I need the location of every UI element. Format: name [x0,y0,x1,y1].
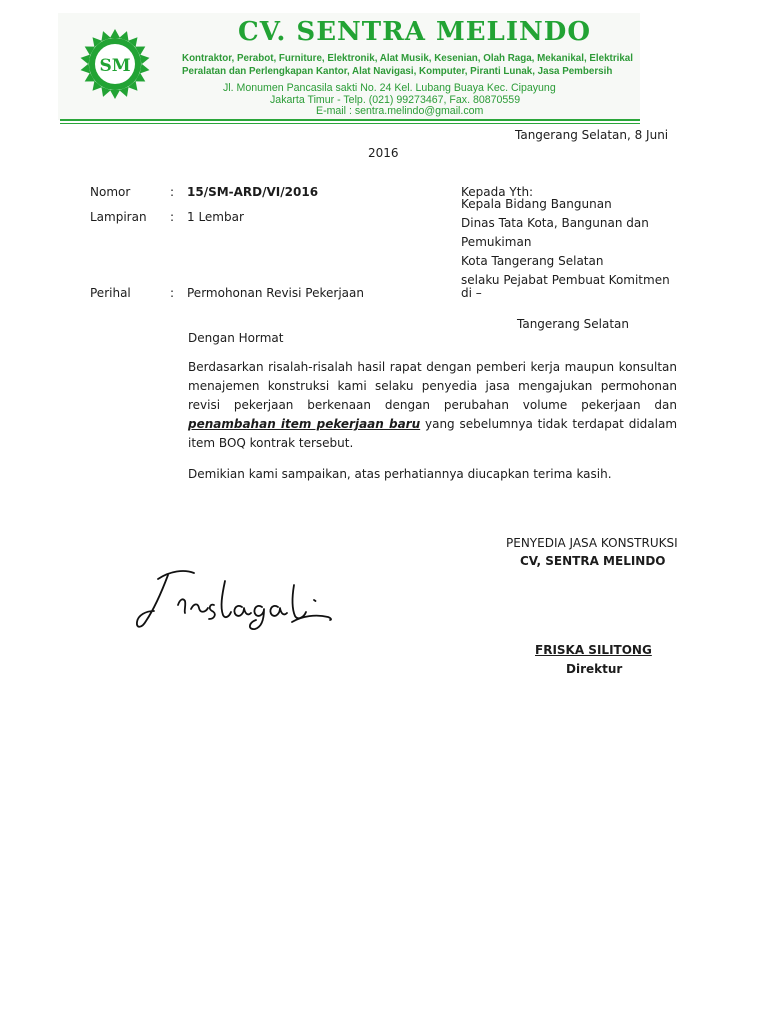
nomor-value: 15/SM-ARD/VI/2016 [187,185,319,199]
letterhead-rule-thin [60,123,640,124]
signature-image [128,565,338,637]
letterhead-rule [60,119,640,121]
date-line-2: 2016 [368,146,399,160]
nomor-colon: : [170,185,175,199]
provider-label: PENYEDIA JASA KONSTRUKSI [506,536,678,550]
body-paragraph-2: Demikian kami sampaikan, atas perhatiannya diucapkan terima kasih. [188,467,612,481]
address-line-1: Jl. Monumen Pancasila sakti No. 24 Kel. Lubang Buaya Kec. Cipayung [223,82,556,94]
logo-text: SM [99,56,131,76]
business-line-2: Peralatan dan Perlengkapan Kantor, Alat Navigasi, Komputer, Piranti Lunak, Jasa Pembersih [182,66,613,77]
body-paragraph-1 [188,358,677,453]
recipient-line-6: di – [461,286,482,300]
date-line-1: Tangerang Selatan, 8 Juni [515,128,669,142]
business-line-1: Kontraktor, Perabot, Furniture, Elektronik, Alat Musik, Kesenian, Olah Raga, Mekanikal, Elektrikal [182,53,633,64]
paragraph-1-emphasis: penambahan item pekerjaan baru [188,417,421,431]
company-name: CV. SENTRA MELINDO [238,17,591,47]
perihal-label: Perihal [90,286,131,300]
recipient-line-1: Kepala Bidang Bangunan [461,197,612,211]
recipient-salutation: Kepada Yth: [461,185,534,199]
lampiran-value: 1 Lembar [187,210,244,224]
address-line-2: Jakarta Timur - Telp. (021) 99273467, Fax. 80870559 [270,94,521,106]
perihal-value: Permohonan Revisi Pekerjaan [187,286,364,300]
signer-name: FRISKA SILITONG [535,643,652,657]
nomor-label: Nomor [90,185,131,199]
lampiran-label: Lampiran [90,210,147,224]
paragraph-1-text-end: yang sebelumnya tidak terdapat didalam item BOQ kontrak tersebut. [188,417,678,450]
company-logo-icon [78,28,152,100]
recipient-line-5: selaku Pejabat Pembuat Komitmen [461,273,670,287]
recipient-line-2: Dinas Tata Kota, Bangunan dan [461,216,649,230]
recipient-line-3: Pemukiman [461,235,532,249]
recipient-city: Tangerang Selatan [517,317,629,331]
email-line: E-mail : sentra.melindo@gmail.com [316,105,484,117]
perihal-colon: : [170,286,175,300]
signer-title: Direktur [566,662,623,676]
greeting: Dengan Hormat [188,331,284,345]
recipient-line-4: Kota Tangerang Selatan [461,254,604,268]
closing-company: CV, SENTRA MELINDO [520,554,666,568]
lampiran-colon: : [170,210,175,224]
paragraph-1-text: Berdasarkan risalah-risalah hasil rapat dengan pemberi kerja maupun konsultan menajemen konstruksi kami selaku penyedia jasa mengajukan permohonan revisi pekerjaan berkenaan dengan perubahan volume pekerjaan dan [188,360,677,412]
